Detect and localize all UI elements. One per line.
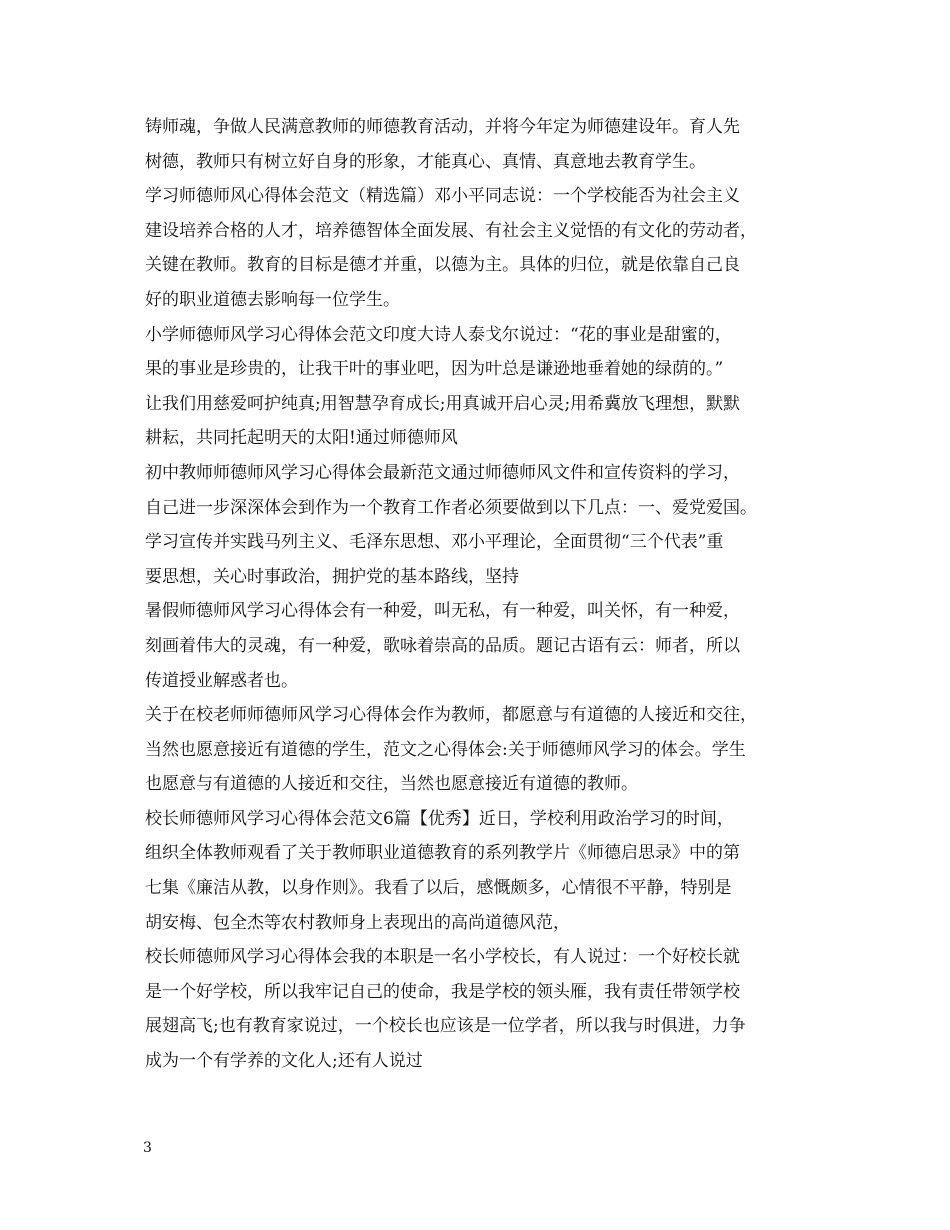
- text-line: 当然也愿意接近有道德的学生，范文之心得体会:关于师德师风学习的体会。学生: [145, 739, 746, 760]
- text-line: 也愿意与有道德的人接近和交往，当然也愿意接近有道德的教师。: [145, 774, 638, 795]
- text-line: 耕耘，共同托起明天的太阳!通过师德师风: [145, 428, 458, 449]
- text-line: 刻画着伟大的灵魂，有一种爱，歌咏着崇高的品质。题记古语有云：师者，所以: [145, 635, 740, 656]
- text-line: 关于在校老师师德师风学习心得体会作为教师，都愿意与有道德的人接近和交往，: [145, 705, 757, 726]
- text-line: 关键在教师。教育的目标是德才并重，以德为主。具体的归位，就是依靠自己良: [145, 255, 740, 276]
- text-line: 学习宣传并实践马列主义、毛泽东思想、邓小平理论，全面贯彻“三个代表”重: [145, 532, 724, 553]
- text-line: 要思想，关心时事政治，拥护党的基本路线，坚持: [145, 566, 519, 587]
- text-line: 组织全体教师观看了关于教师职业道德教育的系列教学片《师德启思录》中的第: [145, 843, 740, 864]
- text-line: 让我们用慈爱呵护纯真;用智慧孕育成长;用真诚开启心灵;用希冀放飞理想，默默: [145, 393, 741, 414]
- text-line: 七集《廉洁从教，以身作则》。我看了以后，感慨颇多，心情很不平静，特别是: [145, 878, 732, 899]
- text-line: 胡安梅、包全杰等农村教师身上表现出的高尚道德风范，: [145, 912, 570, 933]
- text-line: 成为一个有学养的文化人;还有人说过: [145, 1051, 423, 1072]
- page-number: 3: [143, 1140, 152, 1156]
- text-line: 传道授业解惑者也。: [145, 670, 298, 691]
- text-line: 小学师德师风学习心得体会范文印度大诗人泰戈尔说过：“花的事业是甜蜜的，: [145, 324, 732, 345]
- body-text: [145, 110, 835, 1079]
- text-line: 树德，教师只有树立好自身的形象，才能真心、真情、真意地去教育学生。: [145, 151, 706, 172]
- text-line: 建设培养合格的人才，培养德智体全面发展、有社会主义觉悟的有文化的劳动者，: [145, 220, 757, 241]
- text-line: 校长师德师风学习心得体会我的本职是一名小学校长，有人说过：一个好校长就: [145, 947, 740, 968]
- text-line: 暑假师德师风学习心得体会有一种爱，叫无私，有一种爱，叫关怀，有一种爱，: [145, 601, 740, 622]
- text-line: 展翅高飞;也有教育家说过，一个校长也应该是一位学者，所以我与时俱进，力争: [145, 1016, 746, 1037]
- text-line: 好的职业道德去影响每一位学生。: [145, 289, 400, 310]
- text-line: 自己进一步深深体会到作为一个教育工作者必须要做到以下几点：一、爱党爱国。: [145, 497, 757, 518]
- text-line: 初中教师师德师风学习心得体会最新范文通过师德师风文件和宣传资料的学习，: [145, 462, 740, 483]
- text-line: 铸师魂，争做人民满意教师的师德教育活动，并将今年定为师德建设年。育人先: [145, 117, 740, 137]
- text-line: 果的事业是珍贵的，让我干叶的事业吧，因为叶总是谦逊地垂着她的绿荫的。”: [145, 359, 724, 380]
- text-line: 学习师德师风心得体会范文（精选篇）邓小平同志说：一个学校能否为社会主义: [145, 186, 740, 207]
- text-line: 是一个好学校，所以我牢记自己的使命，我是学校的领头雁，我有责任带领学校: [145, 981, 740, 1002]
- text-line: 校长师德师风学习心得体会范文6篇【优秀】近日，学校利用政治学习的时间，: [145, 808, 734, 829]
